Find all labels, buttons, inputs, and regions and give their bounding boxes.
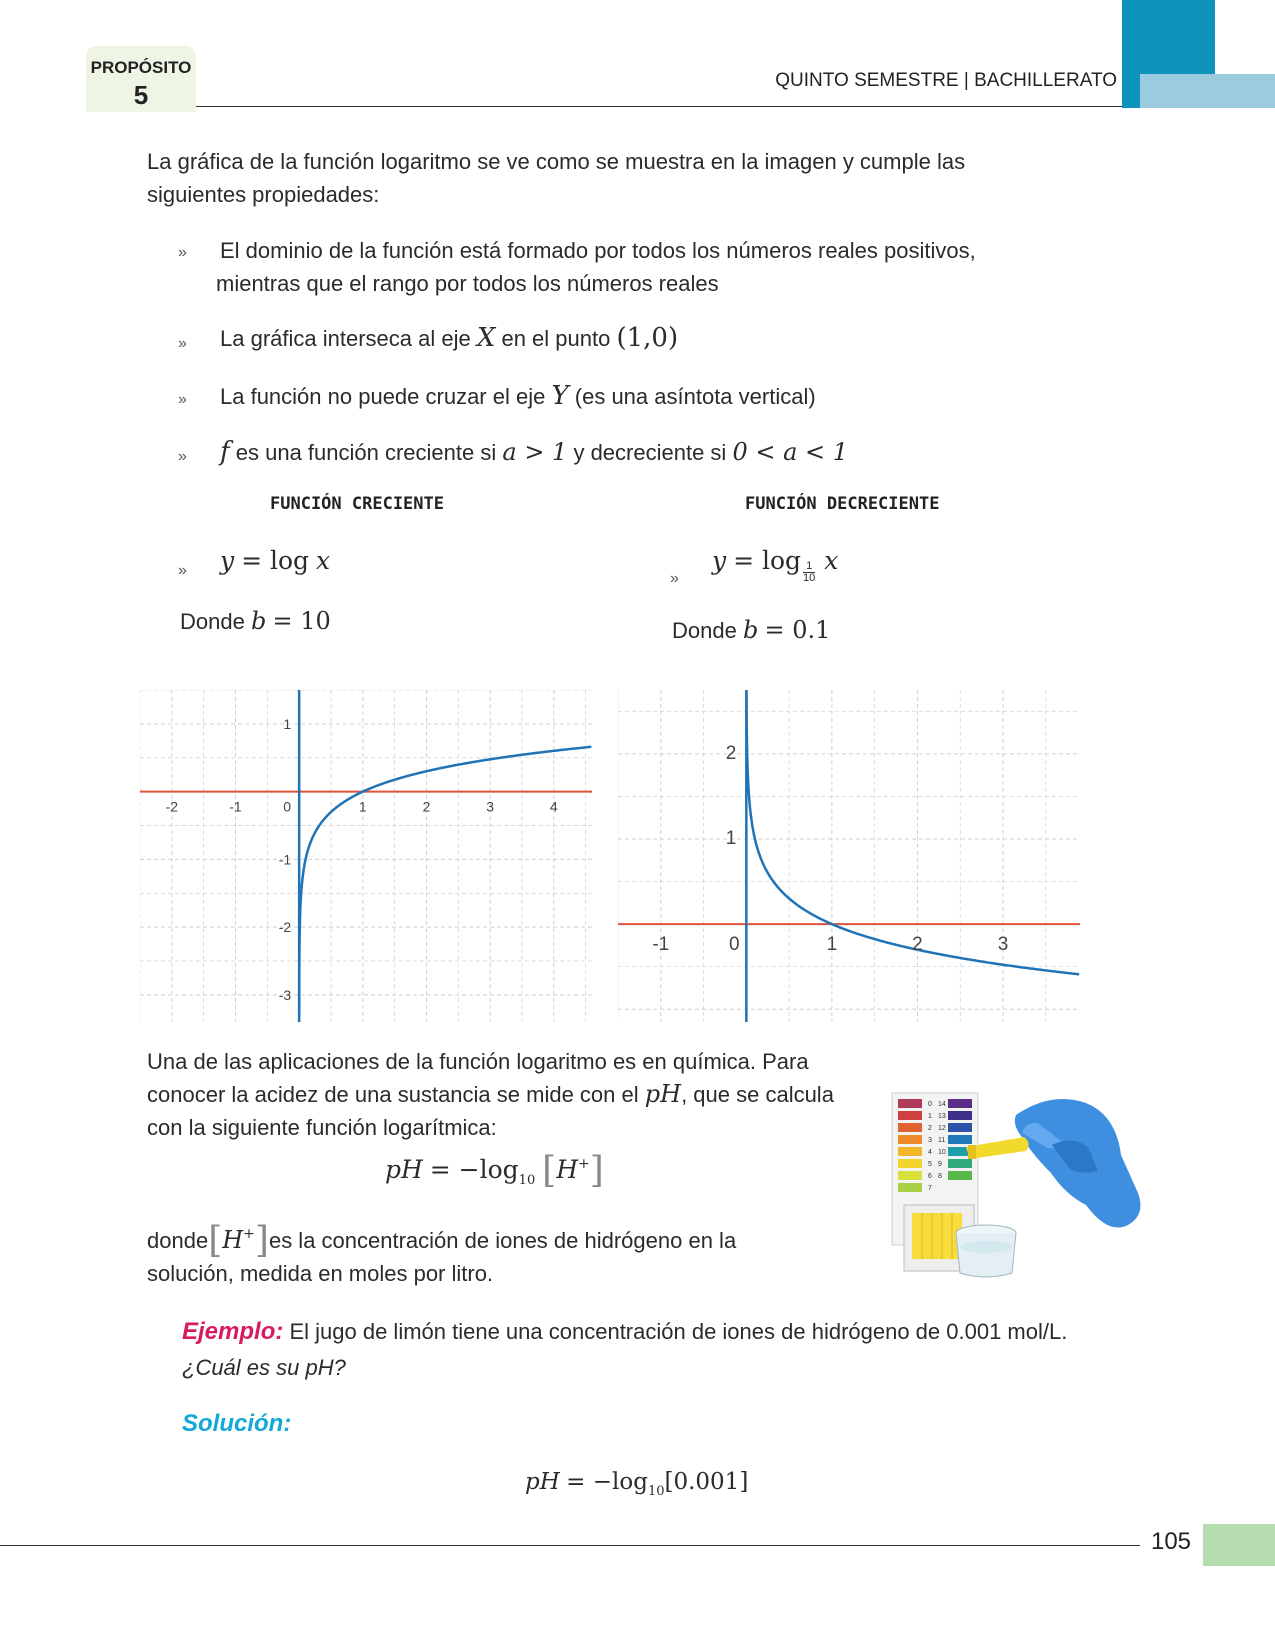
b-left: b <box>250 607 267 635</box>
x-tick-label: 1 <box>358 798 367 815</box>
ph-swatch-number: 6 <box>928 1173 932 1180</box>
y-tick-label: -1 <box>278 851 292 868</box>
ph-swatch-number: 4 <box>928 1149 932 1156</box>
bullet-monotonic <box>220 436 848 469</box>
eq-right-log: = log <box>733 546 802 575</box>
eq-left-x: x <box>315 546 331 575</box>
bullet-marker: » <box>178 335 187 352</box>
ph-swatch <box>898 1135 922 1144</box>
donde-right: Donde <box>672 618 737 643</box>
eq-right-x: x <box>824 546 839 575</box>
x-tick-label: -2 <box>165 798 179 815</box>
header-course-title: QUINTO SEMESTRE | BACHILLERATO <box>775 70 1117 91</box>
eq-right-base <box>803 561 815 584</box>
ph-swatch-number: 8 <box>938 1173 942 1180</box>
base-denominator: 10 <box>803 572 816 584</box>
ph-swatch-number: 12 <box>938 1125 946 1132</box>
example-block <box>182 1318 1067 1346</box>
ph-swatch-number: 9 <box>938 1161 942 1168</box>
x-tick-label: 0 <box>729 934 740 956</box>
y-tick-label: -3 <box>278 986 292 1003</box>
ph-swatch <box>898 1123 922 1132</box>
chart-log-decreasing <box>618 690 1080 1022</box>
ph-swatch-number: 14 <box>938 1101 946 1108</box>
app-line-2b: , que se calcula <box>681 1082 834 1107</box>
bullet-domain <box>216 234 1120 300</box>
solution-label: Solución: <box>182 1410 292 1437</box>
ph-swatch <box>948 1135 972 1144</box>
concentration-paragraph <box>147 1218 847 1290</box>
formula-lhs: pH <box>385 1155 423 1184</box>
footer-divider <box>0 1545 1140 1546</box>
bullet-monotonic-text: es una función creciente si <box>235 440 497 465</box>
ph-swatch-number: 5 <box>928 1161 932 1168</box>
conc-donde: donde <box>147 1228 209 1253</box>
footer-green-tab <box>1203 1524 1275 1566</box>
bullet-marker: » <box>178 448 187 465</box>
sol-base: 10 <box>647 1484 665 1499</box>
cond-increasing: a > 1 <box>502 438 568 466</box>
b-right: b <box>742 616 759 644</box>
bullet-intersect-text: La gráfica interseca al eje <box>220 326 471 351</box>
function-curve <box>746 690 1079 974</box>
y-tick-label: 1 <box>283 715 292 732</box>
formula-log: = −log <box>429 1155 519 1184</box>
beaker-icon <box>956 1225 1016 1277</box>
example-question: ¿Cuál es su pH? <box>182 1355 346 1380</box>
ph-swatch <box>898 1183 922 1192</box>
cond-decreasing: 0 < a < 1 <box>732 438 849 466</box>
ph-swatch <box>898 1159 922 1168</box>
base-numerator: 1 <box>803 561 815 573</box>
bullet-intersect-text2: en el punto <box>501 326 611 351</box>
gloved-hand-icon <box>966 1099 1140 1228</box>
formula-base: 10 <box>518 1173 536 1188</box>
base-decreasing <box>672 616 830 644</box>
f-var: f <box>220 437 230 467</box>
ph-swatch <box>898 1111 922 1120</box>
ph-swatch <box>948 1159 972 1168</box>
bullet-asymptote-text: La función no puede cruzar el eje <box>220 384 546 409</box>
ph-symbol: pH <box>644 1080 682 1108</box>
ph-swatch <box>898 1171 922 1180</box>
ph-swatch <box>948 1099 972 1108</box>
sol-log: = −log <box>566 1469 648 1495</box>
ph-test-illustration <box>876 1085 1176 1280</box>
app-line-2 <box>147 1078 867 1111</box>
y-tick-label: 2 <box>725 742 737 764</box>
conc-text: es la concentración de iones de hidrógeno en la <box>268 1228 737 1253</box>
x-tick-label: -1 <box>229 798 242 815</box>
header-lightblue-bar <box>1140 74 1275 108</box>
intersect-point: (1,0) <box>616 323 679 353</box>
equation-decreasing <box>712 546 838 584</box>
eq-left-y: y <box>220 546 235 575</box>
eq-left-log: = log <box>241 546 310 575</box>
ph-swatch-number: 7 <box>928 1185 932 1192</box>
ph-swatch-number: 13 <box>938 1113 946 1120</box>
ph-swatch <box>898 1099 922 1108</box>
formula-plus: + <box>578 1156 590 1172</box>
b-right-value: = 0.1 <box>764 616 831 644</box>
equation-increasing <box>220 546 330 576</box>
x-tick-label: 0 <box>283 798 292 815</box>
conc-line-1 <box>147 1218 847 1261</box>
ph-swatch-number: 11 <box>938 1137 946 1144</box>
x-tick-label: 1 <box>826 934 838 956</box>
intro-line-1: La gráfica de la función logaritmo se ve como se muestra en la imagen y cumple las <box>147 149 966 174</box>
eq-right-y: y <box>712 546 727 575</box>
bullet-domain-line1: El dominio de la función está formado por todos los números reales positivos, <box>220 238 976 263</box>
ph-formula <box>385 1150 604 1191</box>
ph-swatch-number: 10 <box>938 1149 946 1156</box>
bullet-marker: » <box>178 391 187 408</box>
application-paragraph <box>147 1045 867 1144</box>
purpose-label: PROPÓSITO <box>90 58 192 77</box>
heading-increasing: FUNCIÓN CRECIENTE <box>270 494 444 514</box>
example-text: El jugo de limón tiene una concentración de iones de hidrógeno de 0.001 mol/L. <box>289 1319 1068 1344</box>
bullet-marker: » <box>670 570 679 587</box>
bullet-monotonic-text2: y decreciente si <box>573 440 727 465</box>
heading-decreasing: FUNCIÓN DECRECIENTE <box>745 494 940 514</box>
sol-lhs: pH <box>525 1469 560 1495</box>
example-label: Ejemplo: <box>182 1318 284 1345</box>
intro-line-2: siguientes propiedades: <box>147 182 380 207</box>
app-line-2a: conocer la acidez de una sustancia se mide con el <box>147 1082 639 1107</box>
page-number: 105 <box>1150 1528 1192 1555</box>
ph-swatch <box>898 1147 922 1156</box>
solution-formula <box>525 1468 748 1499</box>
x-tick-label: 2 <box>422 798 431 815</box>
ph-swatch-number: 1 <box>928 1113 932 1120</box>
header-divider <box>196 106 1122 107</box>
bullet-intersect <box>220 322 678 355</box>
y-tick-label: 1 <box>725 827 737 849</box>
x-tick-label: 3 <box>486 798 495 815</box>
app-line-3: con la siguiente función logarítmica: <box>147 1115 497 1140</box>
formula-bracket-close: ] <box>589 1150 604 1191</box>
chart-log-increasing <box>140 690 592 1022</box>
axis-y-var: Y <box>551 381 569 411</box>
x-tick-label: 3 <box>997 934 1009 956</box>
base-increasing <box>180 607 331 635</box>
formula-bracket-open: [ <box>542 1150 557 1191</box>
formula-h: H <box>556 1155 579 1184</box>
bullet-domain-line2: mientras que el rango por todos los números reales <box>216 271 719 296</box>
ph-swatch-number: 0 <box>928 1101 932 1108</box>
conc-plus: + <box>243 1226 255 1242</box>
ph-swatch-number: 2 <box>928 1125 932 1132</box>
bullet-asymptote-text2: (es una asíntota vertical) <box>574 384 816 409</box>
conc-h: H <box>222 1226 244 1254</box>
conc-bracket-open: [ <box>208 1220 223 1261</box>
ph-swatch <box>948 1171 972 1180</box>
bullet-marker: » <box>178 244 187 261</box>
b-left-value: = 10 <box>272 607 331 635</box>
app-line-1: Una de las aplicaciones de la función logaritmo es en química. Para <box>147 1049 809 1074</box>
purpose-number: 5 <box>133 80 149 110</box>
y-tick-label: -2 <box>278 919 292 936</box>
function-curve <box>299 747 591 1016</box>
ph-swatch <box>948 1123 972 1132</box>
bullet-asymptote <box>220 380 816 413</box>
donde-left: Donde <box>180 609 245 634</box>
axis-x-var: X <box>476 323 496 353</box>
x-tick-label: -1 <box>652 934 670 956</box>
bullet-marker: » <box>178 562 187 579</box>
conc-bracket-close: ] <box>254 1220 269 1261</box>
x-tick-label: 2 <box>912 934 923 956</box>
x-tick-label: 4 <box>549 798 558 815</box>
ph-swatch <box>948 1111 972 1120</box>
intro-paragraph <box>147 145 1127 211</box>
sol-arg: [0.001] <box>664 1469 749 1495</box>
ph-swatch-number: 3 <box>928 1137 932 1144</box>
conc-line-2: solución, medida en moles por litro. <box>147 1261 494 1286</box>
